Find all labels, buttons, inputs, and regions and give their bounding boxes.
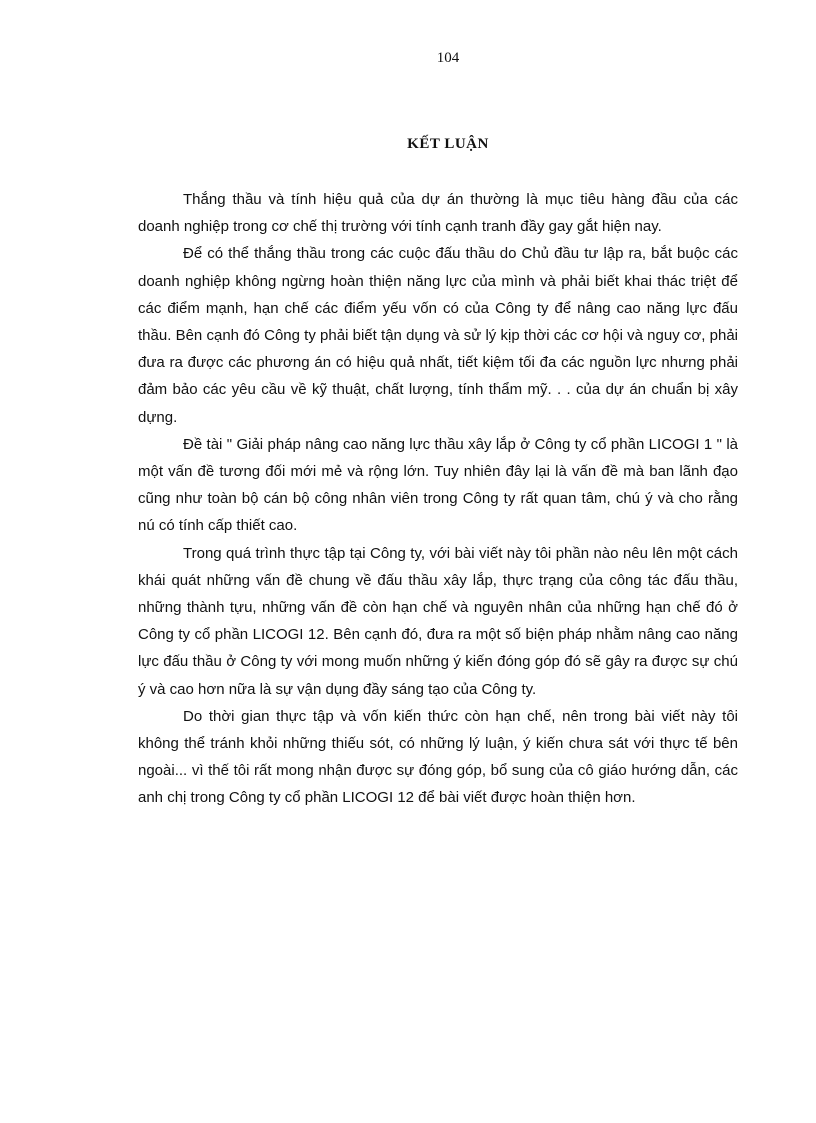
- paragraph-3: Đề tài " Giải pháp nâng cao năng lực thầu xây lắp ở Công ty cổ phần LICOGI 1 " là một vấn đề tương đối mới mẻ và rộng lớn. Tuy nhiên đây lại là vấn đề mà ban lãnh đạo cũng như toàn bộ cán bộ công nhân viên trong Công ty rất quan tâm, chú ý và cho rằng nú có tính cấp thiết cao.: [138, 435, 738, 535]
- paragraph-4: Trong quá trình thực tập tại Công ty, với bài viết này tôi phần nào nêu lên một cách khái quát những vấn đề chung về đấu thầu xây lắp, thực trạng của công tác đấu thầu, những thành tựu, những vấn đề còn hạn chế và nguyên nhân của những hạn chế đó ở Công ty cổ phần LICOGI 12. Bên cạnh đó, đưa ra một số biện pháp nhằm nâng cao năng lực đấu thầu ở Công ty với mong muốn những ý kiến đóng góp đó sẽ gây ra được sự chú ý và cao hơn nữa là sự vận dụng đầy sáng tạo của Công ty.: [138, 544, 738, 698]
- page-number: 104: [436, 50, 460, 66]
- page-title: KẾT LUẬN: [407, 136, 489, 152]
- body-text: [138, 186, 738, 812]
- paragraph-1: Thắng thầu và tính hiệu quả của dự án thường là mục tiêu hàng đầu của các doanh nghiệp trong cơ chế thị trường với tính cạnh tranh đầy gay gắt hiện nay.: [138, 191, 738, 236]
- paragraph-2: Để có thể thắng thầu trong các cuộc đấu thầu do Chủ đầu tư lập ra, bắt buộc các doanh nghiệp không ngừng hoàn thiện năng lực của mình và phải biết khai thác triệt để các điểm mạnh, hạn chế các điểm yếu vốn có của Công ty để nâng cao năng lực đấu thầu. Bên cạnh đó Công ty phải biết tận dụng và sử lý kịp thời các cơ hội và nguy cơ, phải đưa ra được các phương án có hiệu quả nhất, tiết kiệm tối đa các nguồn lực nhưng phải đảm bảo các yêu cầu về kỹ thuật, chất lượng, tính thẩm mỹ. . . của dự án chuẩn bị xây dựng.: [138, 245, 738, 426]
- paragraph-5: Do thời gian thực tập và vốn kiến thức còn hạn chế, nên trong bài viết này tôi không thể tránh khỏi những thiếu sót, có những lý luận, ý kiến chưa sát với thực tế bên ngoài... vì thế tôi rất mong nhận được sự đóng góp, bổ sung của cô giáo hướng dẫn, các anh chị trong Công ty cổ phần LICOGI 12 để bài viết được hoàn thiện hơn.: [138, 707, 738, 807]
